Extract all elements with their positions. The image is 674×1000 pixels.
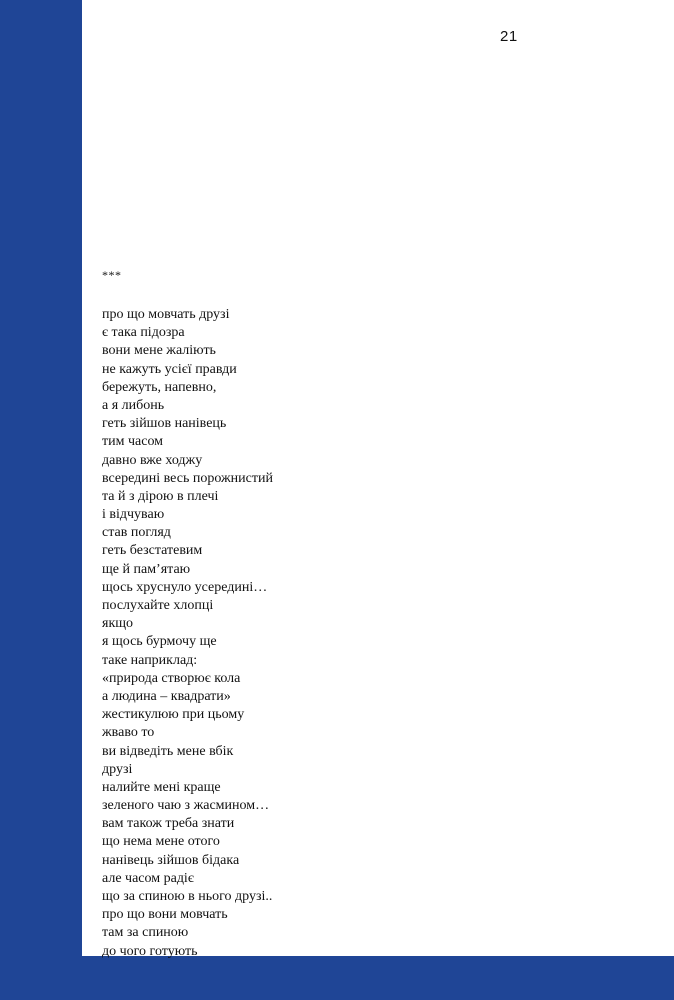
poem-line: таке наприклад: <box>102 652 198 668</box>
section-asterism: *** <box>102 268 122 282</box>
poem-line: послухайте хлопці <box>102 598 214 613</box>
poem-line: є така підозра <box>102 325 185 341</box>
poem-text <box>102 306 273 961</box>
poem-line: друзі <box>102 761 133 777</box>
poem-line: налийте мені краще <box>102 779 221 795</box>
poem-line: що за спиною в нього друзі.. <box>102 889 273 904</box>
poem-line: там за спиною <box>102 925 189 941</box>
poem-line: ви відведіть мене вбік <box>102 743 234 759</box>
poem-line: а я либонь <box>102 397 165 413</box>
poem-line: став погляд <box>102 525 171 541</box>
poem-line: нанівець зійшов бідака <box>102 852 240 868</box>
poem-line: геть зійшов нанівець <box>102 416 227 432</box>
poem-line: що нема мене отого <box>102 834 220 850</box>
poem-line: і відчуваю <box>102 507 165 523</box>
poem-line: тим часом <box>102 434 164 450</box>
poem-line: бережуть, напевно, <box>102 379 217 395</box>
poem-line: про що вони мовчать <box>102 907 228 923</box>
poem-line: вам також треба знати <box>102 816 235 832</box>
poem-line: про що мовчать друзі <box>102 307 230 322</box>
page-number: 21 <box>500 28 518 45</box>
poem-line: а людина – квадрати» <box>102 688 231 704</box>
poem-line: геть безстатевим <box>102 543 203 559</box>
poem-line: якщо <box>102 616 134 632</box>
poem-line: жестикулюю при цьому <box>102 707 245 723</box>
poem-line: жваво то <box>102 725 155 741</box>
poem-line: не кажуть усієї правди <box>102 361 237 377</box>
poem-line: «природа створює кола <box>102 670 241 686</box>
poem-line: ще й пам’ятаю <box>102 561 191 577</box>
poem-line: вони мене жаліють <box>102 343 216 359</box>
poem-line: зеленого чаю з жасмином… <box>102 798 270 814</box>
poem-line: всередині весь порожнистий <box>102 470 273 486</box>
poem-line: до чого готують <box>102 943 198 959</box>
poem-line: але часом радіє <box>102 870 194 886</box>
poem-line: та й з дірою в плечі <box>102 488 219 504</box>
poem-line: давно вже ходжу <box>102 452 203 468</box>
poem-line: щось хруснуло усередині… <box>102 579 268 595</box>
poem-line: я щось бурмочу ще <box>102 634 217 650</box>
